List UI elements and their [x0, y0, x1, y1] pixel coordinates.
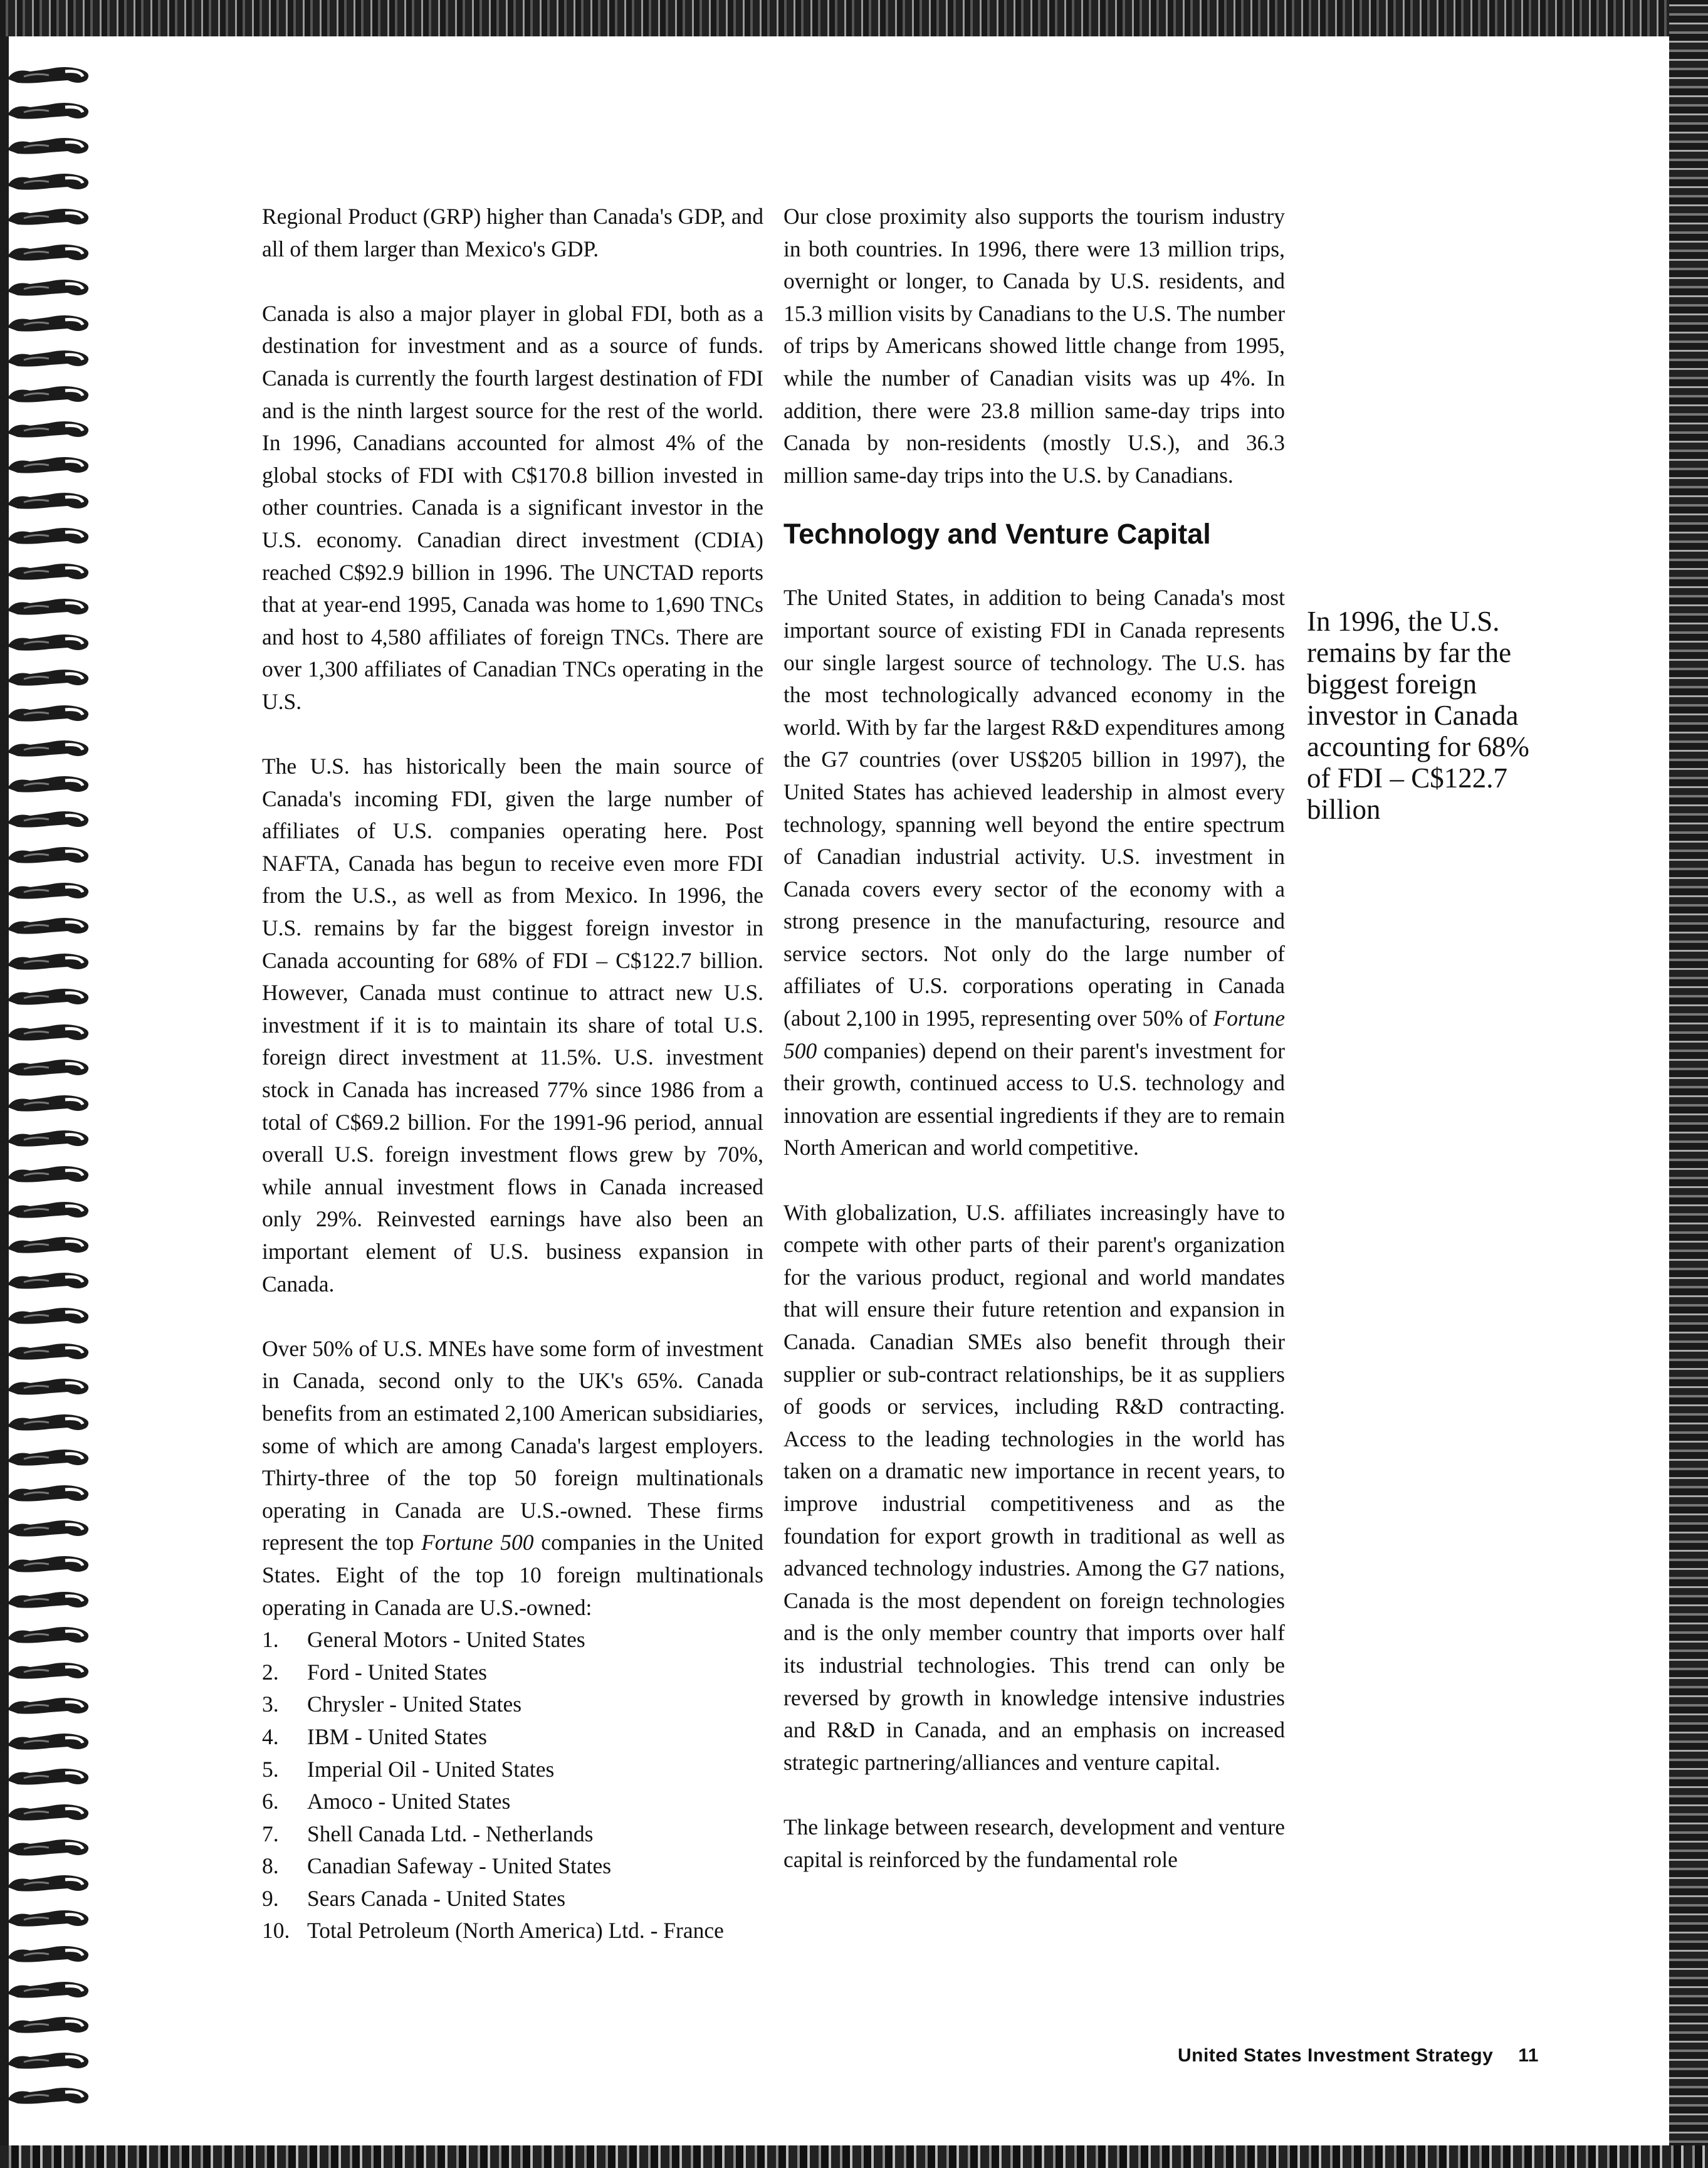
spiral-coil-icon	[5, 1020, 99, 1043]
list-number: 3.	[262, 1692, 279, 1717]
italic-title: Fortune 500	[783, 1006, 1285, 1063]
list-item	[262, 1818, 763, 1851]
spiral-coil-icon	[5, 1055, 99, 1078]
spiral-coil-icon	[5, 807, 99, 829]
list-number: 4.	[262, 1723, 279, 1749]
list-item	[262, 1850, 763, 1883]
list-number: 10.	[262, 1918, 290, 1944]
text-run: Over 50% of U.S. MNEs have some form of investment in Canada, second only to the UK's 65%. Canada benefits from an estimated 2,100 American subsidiaries, some of which are among Canada's largest employers. Thirty-three of the top 50 foreign multinationals operating in Canada are U.S.-owned. These firms represent the top	[262, 1335, 763, 1555]
footer-title: United States Investment Strategy	[1177, 2045, 1494, 2066]
paragraph	[262, 1333, 763, 1624]
spiral-coil-icon	[5, 772, 99, 794]
spiral-coil-icon	[5, 311, 99, 334]
list-text: Imperial Oil - United States	[307, 1756, 555, 1782]
italic-title: Fortune 500	[421, 1530, 534, 1555]
spiral-coil-icon	[5, 1481, 99, 1503]
scan-border-right	[1669, 0, 1708, 2168]
spiral-coil-icon	[5, 2048, 99, 2071]
spiral-coil-icon	[5, 1233, 99, 1255]
spiral-coil-icon	[5, 1977, 99, 2000]
spiral-coil-icon	[5, 1197, 99, 1220]
list-text: Chrysler - United States	[307, 1692, 522, 1717]
spiral-coil-icon	[5, 1800, 99, 1823]
list-text: Canadian Safeway - United States	[307, 1853, 612, 1879]
list-item	[262, 1624, 763, 1656]
spiral-coil-icon	[5, 169, 99, 192]
list-item	[262, 1721, 763, 1754]
spiral-coil-icon	[5, 843, 99, 865]
list-number: 1.	[262, 1627, 279, 1653]
spiral-coil-icon	[5, 346, 99, 369]
list-number: 8.	[262, 1853, 279, 1879]
spiral-coil-icon	[5, 1658, 99, 1681]
list-number: 7.	[262, 1821, 279, 1846]
spiral-coil-icon	[5, 559, 99, 582]
list-number: 2.	[262, 1659, 279, 1685]
list-text: Amoco - United States	[307, 1789, 511, 1814]
paragraph: Regional Product (GRP) higher than Canada's GDP, and all of them larger than Mexico's GDP.	[262, 204, 763, 261]
spiral-coil-icon	[5, 1445, 99, 1468]
pull-quote: In 1996, the U.S. remains by far the biggest foreign investor in Canada accounting for 68% of FDI – C$122.7 billion	[1307, 606, 1529, 825]
spiral-coil-icon	[5, 1339, 99, 1362]
spiral-coil-icon	[5, 1410, 99, 1433]
spiral-coil-icon	[5, 1906, 99, 1929]
top-10-list	[262, 1624, 763, 1947]
spiral-coil-icon	[5, 1871, 99, 1893]
spiral-coil-icon	[5, 878, 99, 901]
spiral-coil-icon	[5, 949, 99, 972]
spiral-coil-icon	[5, 2013, 99, 2035]
list-item	[262, 1786, 763, 1818]
spiral-coil-icon	[5, 1693, 99, 1716]
list-text: General Motors - United States	[307, 1627, 585, 1653]
paragraph: Our close proximity also supports the tourism industry in both countries. In 1996, there were 13 million trips, overnight or longer, to Canada by U.S. residents, and 15.3 million visits by Canadians to the U.S. The number of trips by Americans showed little change from 1995, while the number of Canadian visits was up 4%. In addition, there were 23.8 million same-day trips into Canada by non-residents (mostly U.S.), and 36.3 million same-day trips into the U.S. by Canadians.	[783, 204, 1286, 488]
middle-column	[783, 201, 1285, 1876]
spiral-coil-icon	[5, 134, 99, 156]
spiral-coil-icon	[5, 1516, 99, 1539]
spiral-coil-icon	[5, 630, 99, 653]
list-item	[262, 1754, 763, 1786]
spiral-coil-icon	[5, 1729, 99, 1752]
text-run: companies in the United States. Eight of the top 10 foreign multinationals operating in Canada are U.S.-owned:	[262, 1530, 763, 1620]
spiral-coil-icon	[5, 1091, 99, 1113]
text-run: companies) depend on their parent's investment for their growth, continued access to U.S. technology and innovation are essential ingredients if they are to remain North American and world competitive.	[783, 1038, 1285, 1160]
spiral-coil-icon	[5, 488, 99, 511]
list-number: 5.	[262, 1756, 279, 1782]
spiral-coil-icon	[5, 701, 99, 724]
scan-border-bottom	[0, 2145, 1708, 2168]
spiral-coil-icon	[5, 594, 99, 617]
list-item	[262, 1656, 763, 1689]
list-text: Sears Canada - United States	[307, 1885, 566, 1911]
list-text: IBM - United States	[307, 1723, 487, 1749]
list-item	[262, 1915, 763, 1947]
page-number: 11	[1518, 2045, 1539, 2066]
spiral-coil-icon	[5, 1268, 99, 1291]
paragraph	[783, 582, 1285, 1164]
spiral-coil-icon	[5, 2083, 99, 2106]
spiral-coil-icon	[5, 204, 99, 227]
spiral-coil-icon	[5, 665, 99, 688]
page-footer	[1178, 2045, 1539, 2066]
spiral-binding-icon	[5, 63, 99, 2107]
text-run: The United States, in addition to being Canada's most important source of existing FDI in Canada represents our single largest source of technology. The U.S. has the most technologically advanced economy in the world. With by far the largest R&D expenditures among the G7 countries (over US$205 billion in 1997), the United States has achieved leadership in almost every technology, spanning well beyond the entire spectrum of Canadian industrial activity. U.S. investment in Canada covers every sector of the economy with a strong presence in the manufacturing, resource and service sectors. Not only do the large number of affiliates of U.S. corporations operating in Canada (about 2,100 in 1995, representing over 50% of	[783, 585, 1285, 1031]
spiral-coil-icon	[5, 524, 99, 546]
paragraph: With globalization, U.S. affiliates increasingly have to compete with other parts of their parent's organization for the various product, regional and world mandates that will ensure their future retention and expansion in Canada. Canadian SMEs also benefit through their supplier or sub-contract relationships, be it as suppliers of goods or services, including R&D contracting. Access to the leading technologies in the world has taken on a dramatic new importance in recent years, to improve industrial competitiveness and as the foundation for export growth in traditional as well as advanced technology industries. Among the G7 nations, Canada is the most dependent on foreign technologies and is the only member country that imports over half its industrial technologies. This trend can only be reversed by growth in knowledge intensive industries and R&D in Canada, and an emphasis on increased strategic partnering/alliances and venture capital.	[783, 1199, 1285, 1775]
spiral-coil-icon	[5, 1303, 99, 1326]
spiral-coil-icon	[5, 1835, 99, 1858]
spiral-coil-icon	[5, 1623, 99, 1645]
spiral-coil-icon	[5, 1764, 99, 1787]
spiral-coil-icon	[5, 1374, 99, 1397]
spiral-coil-icon	[5, 98, 99, 121]
spiral-coil-icon	[5, 453, 99, 475]
list-number: 9.	[262, 1885, 279, 1911]
spiral-coil-icon	[5, 1162, 99, 1184]
left-column	[262, 201, 763, 1947]
paragraph: The U.S. has historically been the main source of Canada's incoming FDI, given the large number of affiliates of U.S. companies operating here. Post NAFTA, Canada has begun to receive even more FDI from the U.S., as well as from Mexico. In 1996, the U.S. remains by far the biggest foreign investor in Canada accounting for 68% of FDI – C$122.7 billion. However, Canada must continue to attract new U.S. investment if it is to maintain its share of total U.S. foreign direct investment at 11.5%. U.S. investment stock in Canada has increased 77% since 1986 from a total of C$69.2 billion. For the 1991-96 period, annual overall U.S. foreign investment flows grew by 70%, while annual investment flows in Canada increased only 29%. Reinvested earnings have also been an important element of U.S. business expansion in Canada.	[262, 754, 763, 1297]
list-number: 6.	[262, 1789, 279, 1814]
paragraph: Canada is also a major player in global FDI, both as a destination for investment and as a source of funds. Canada is currently the fourth largest destination of FDI and is the ninth largest source for the rest of the world. In 1996, Canadians accounted for almost 4% of the global stocks of FDI with C$170.8 billion invested in other countries. Canada is a significant investor in the U.S. economy. Canadian direct investment (CDIA) reached C$92.9 billion in 1996. The UNCTAD reports that at year-end 1995, Canada was home to 1,690 TNCs and host to 4,580 affiliates of foreign TNCs. There are over 1,300 affiliates of Canadian TNCs operating in the U.S.	[262, 300, 763, 714]
list-text: Total Petroleum (North America) Ltd. - France	[307, 1918, 724, 1944]
list-text: Ford - United States	[307, 1659, 487, 1685]
spiral-coil-icon	[5, 913, 99, 936]
spiral-coil-icon	[5, 1942, 99, 1964]
scan-border-top	[0, 0, 1708, 36]
list-item	[262, 1688, 763, 1721]
spiral-coil-icon	[5, 1126, 99, 1149]
paragraph: The linkage between research, development and venture capital is reinforced by the fundamental role	[783, 1814, 1285, 1872]
spiral-coil-icon	[5, 63, 99, 85]
section-heading: Technology and Venture Capital	[783, 518, 1211, 550]
spiral-coil-icon	[5, 275, 99, 298]
spiral-coil-icon	[5, 417, 99, 439]
spiral-coil-icon	[5, 1587, 99, 1610]
spiral-coil-icon	[5, 984, 99, 1007]
list-item	[262, 1883, 763, 1915]
spiral-coil-icon	[5, 240, 99, 263]
spiral-coil-icon	[5, 1552, 99, 1574]
spiral-coil-icon	[5, 736, 99, 759]
list-text: Shell Canada Ltd. - Netherlands	[307, 1821, 594, 1846]
spiral-coil-icon	[5, 382, 99, 404]
